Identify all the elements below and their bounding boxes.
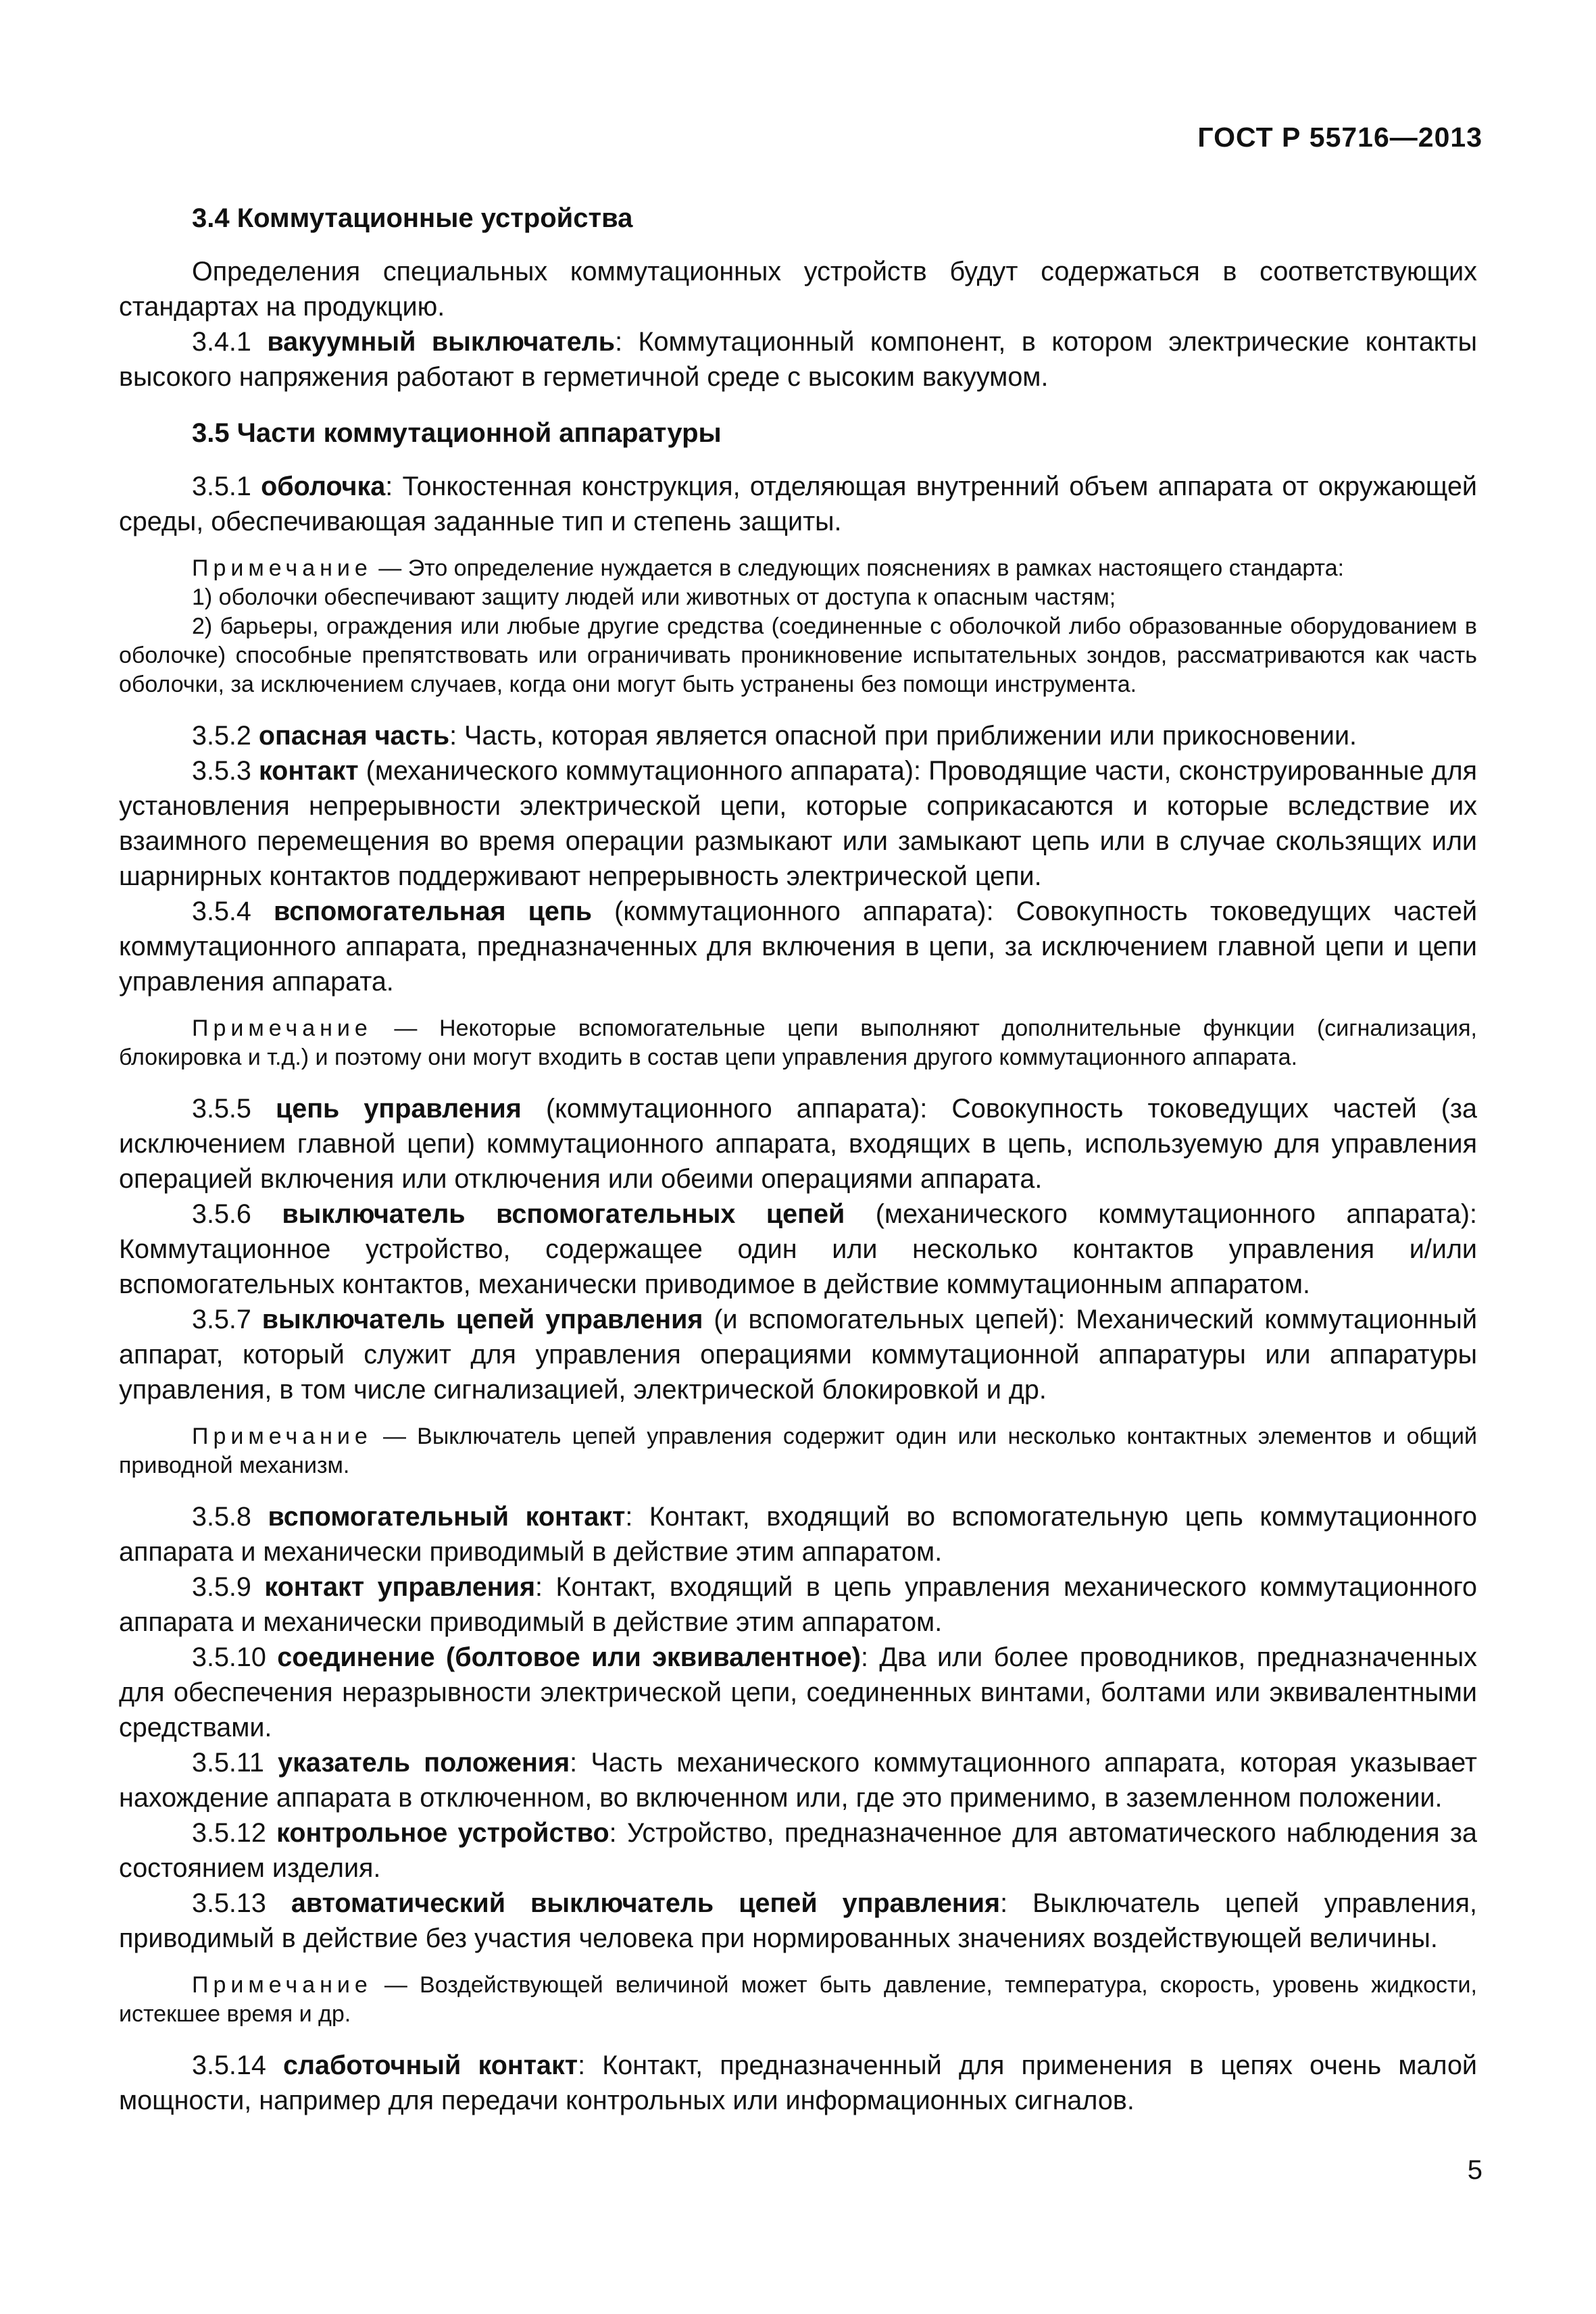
term-name: соединение (болтовое или эквивалентное) xyxy=(277,1642,861,1672)
term-name: вакуумный выключатель xyxy=(267,327,616,357)
term-definition: : Контакт, входящий во вспомогательную цепь коммутационного аппарата и механически приводимый в действие этим аппаратом. xyxy=(119,1502,1478,1567)
note-label: Примечание xyxy=(192,1015,372,1041)
term-number: 3.5.13 xyxy=(192,1888,291,1918)
note-3 xyxy=(119,1422,1477,1480)
term-3-5-13 xyxy=(119,1886,1477,1956)
term-number: 3.5.3 xyxy=(192,756,259,786)
term-3-5-1 xyxy=(119,469,1477,539)
term-name: слаботочный контакт xyxy=(282,2051,578,2080)
note-1-lead xyxy=(119,554,1477,583)
term-number: 3.5.1 xyxy=(192,472,261,501)
term-number: 3.4.1 xyxy=(192,327,268,357)
note-1 xyxy=(119,554,1477,699)
note-label: Примечание xyxy=(192,1972,372,1998)
note-text: — Воздействующей величиной может быть давление, температура, скорость, уровень жидкости, истекшее время и др. xyxy=(119,1972,1477,2027)
term-3-5-7 xyxy=(119,1302,1477,1407)
term-number: 3.5.8 xyxy=(192,1502,268,1532)
term-name: оболочка xyxy=(261,472,386,501)
note-2 xyxy=(119,1014,1477,1072)
term-number: 3.5.7 xyxy=(192,1305,262,1334)
term-3-5-6 xyxy=(119,1197,1477,1302)
document-id-header: ГОСТ Р 55716—2013 xyxy=(1197,122,1482,153)
note-4 xyxy=(119,1971,1477,2029)
term-number: 3.5.14 xyxy=(192,2051,283,2080)
term-definition: : Контакт, предназначенный для применения в цепях очень малой мощности, например для передачи контрольных или информационных сигналов. xyxy=(119,2051,1477,2115)
note-label: Примечание xyxy=(192,555,372,581)
term-definition: (механического коммутационного аппарата): Коммутационное устройство, содержащее один или несколько контактов управления и/или вспомогательных контактов, механически приводимое в действие коммутационным аппаратом. xyxy=(119,1199,1477,1299)
note-2-text xyxy=(119,1014,1477,1072)
term-name: вспомогательный контакт xyxy=(268,1502,626,1532)
term-definition: : Два или более проводников, предназначенных для обеспечения неразрывности электрической цепи, соединенных винтами, болтами или эквивалентными средствами. xyxy=(119,1642,1477,1742)
document-body xyxy=(119,197,1477,2118)
note-text: — Выключатель цепей управления содержит один или несколько контактных элементов и общий приводной механизм. xyxy=(119,1424,1477,1478)
term-3-5-3 xyxy=(119,753,1477,894)
note-text: — Некоторые вспомогательные цепи выполняют дополнительные функции (сигнализация, блокировка и т.д.) и поэтому они могут входить в состав цепи управления другого коммутационного аппарата. xyxy=(119,1015,1477,1070)
term-name: автоматический выключатель цепей управления xyxy=(291,1888,1001,1918)
section-3-4-intro: Определения специальных коммутационных устройств будут содержаться в соответствующих стандартах на продукцию. xyxy=(119,257,1477,322)
term-3-5-5 xyxy=(119,1091,1477,1197)
term-3-5-2 xyxy=(119,718,1477,753)
term-definition: (коммутационного аппарата): Совокупность токоведущих частей (за исключением главной цепи) коммутационного аппарата, входящих в цепь, используемую для управления операцией включения или отключения или обеими операциями аппарата. xyxy=(119,1094,1478,1194)
note-1-item-2: 2) барьеры, ограждения или любые другие средства (соединенные с оболочкой либо образованные оборудованием в оболочке) способные препятствовать или ограничивать проникновение испытательных зондов, рассматриваются как часть оболочки, за исключением случаев, когда они могут быть устранены без помощи инструмента. xyxy=(119,613,1477,697)
term-number: 3.5.9 xyxy=(192,1572,265,1602)
section-heading-3-4: 3.4 Коммутационные устройства xyxy=(192,203,633,233)
term-number: 3.5.5 xyxy=(192,1094,276,1124)
note-4-text xyxy=(119,1971,1477,2029)
term-name: указатель положения xyxy=(278,1748,570,1778)
term-number: 3.5.2 xyxy=(192,721,259,751)
term-definition: : Часть, которая является опасной при приближении или прикосновении. xyxy=(449,721,1357,751)
term-3-5-9 xyxy=(119,1569,1477,1640)
section-heading-3-5: 3.5 Части коммутационной аппаратуры xyxy=(192,418,722,448)
term-name: выключатель вспомогательных цепей xyxy=(282,1199,845,1229)
term-name: цепь управления xyxy=(275,1094,522,1124)
term-name: контрольное устройство xyxy=(276,1818,609,1848)
term-name: вспомогательная цепь xyxy=(273,897,593,926)
term-3-4-1 xyxy=(119,324,1477,395)
term-definition: (коммутационного аппарата): Совокупность токоведущих частей коммутационного аппарата, предназначенных для включения в цепи, за исключением главной цепи и цепи управления аппарата. xyxy=(119,897,1478,997)
term-number: 3.5.12 xyxy=(192,1818,277,1848)
note-1-item-1: 1) оболочки обеспечивают защиту людей или животных от доступа к опасным частям; xyxy=(192,584,1116,610)
note-label: Примечание xyxy=(192,1424,372,1449)
note-text: — Это определение нуждается в следующих пояснениях в рамках настоящего стандарта: xyxy=(372,555,1345,581)
term-name: контакт xyxy=(258,756,359,786)
term-definition: : Контакт, входящий в цепь управления механического коммутационного аппарата и механически приводимый в действие этим аппаратом. xyxy=(119,1572,1477,1637)
term-3-5-10 xyxy=(119,1640,1477,1745)
term-3-5-11 xyxy=(119,1745,1477,1815)
term-number: 3.5.4 xyxy=(192,897,274,926)
term-number: 3.5.6 xyxy=(192,1199,282,1229)
term-definition: : Устройство, предназначенное для автоматического наблюдения за состоянием изделия. xyxy=(119,1818,1477,1883)
note-3-text xyxy=(119,1422,1477,1480)
term-name: опасная часть xyxy=(258,721,450,751)
term-name: выключатель цепей управления xyxy=(261,1305,703,1334)
term-definition: (и вспомогательных цепей): Механический коммутационный аппарат, который служит для управления операциями коммутационной аппаратуры или аппаратуры управления, в том числе сигнализацией, электрической блокировкой и др. xyxy=(119,1305,1478,1405)
term-definition: : Часть механического коммутационного аппарата, которая указывает нахождение аппарата в отключенном, во включенном или, где это применимо, в заземленном положении. xyxy=(119,1748,1477,1813)
term-definition: : Коммутационный компонент, в котором электрические контакты высокого напряжения работают в герметичной среде с высоким вакуумом. xyxy=(119,327,1477,392)
term-number: 3.5.11 xyxy=(192,1748,278,1778)
term-number: 3.5.10 xyxy=(192,1642,278,1672)
term-3-5-8 xyxy=(119,1499,1477,1569)
term-definition: : Выключатель цепей управления, приводимый в действие без участия человека при нормированных значениях воздействующей величины. xyxy=(119,1888,1478,1953)
term-3-5-4 xyxy=(119,894,1477,999)
term-3-5-12 xyxy=(119,1815,1477,1886)
page-number: 5 xyxy=(1467,2155,1482,2185)
term-definition: (механического коммутационного аппарата): Проводящие части, сконструированные для установления непрерывности электрической цепи, которые соприкасаются и которые вследствие их взаимного перемещения во время операции размыкают или замыкают цепь или в случае скользящих или шарнирных контактов поддерживают непрерывность электрической цепи. xyxy=(119,756,1478,891)
term-definition: : Тонкостенная конструкция, отделяющая внутренний объем аппарата от окружающей среды, обеспечивающая заданные тип и степень защиты. xyxy=(119,472,1477,536)
term-3-5-14 xyxy=(119,2048,1477,2118)
term-name: контакт управления xyxy=(264,1572,535,1602)
